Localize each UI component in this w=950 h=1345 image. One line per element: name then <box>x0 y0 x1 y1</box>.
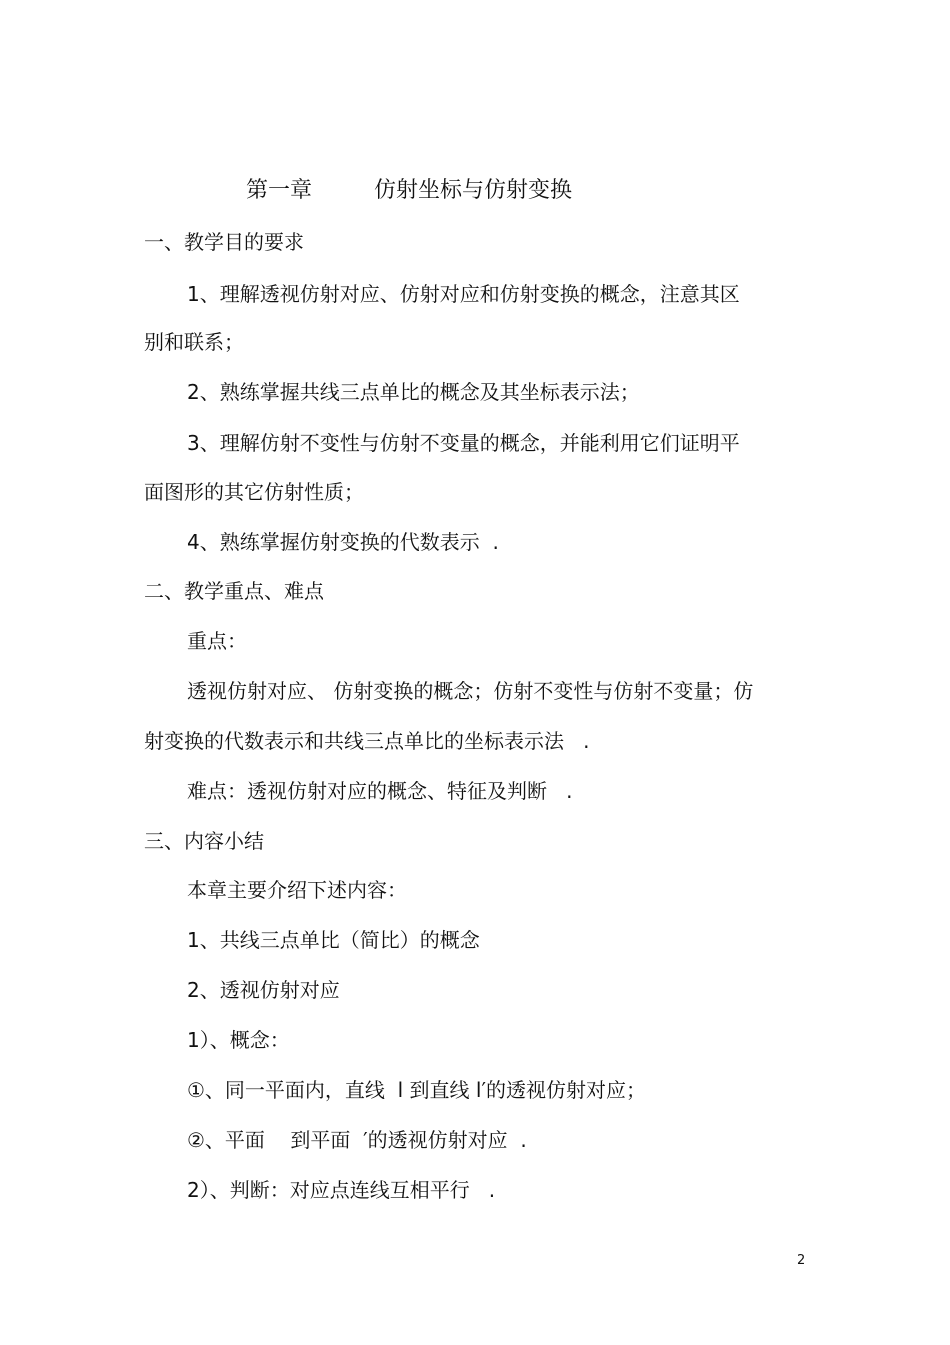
paragraph-line: 2）、判断：对应点连线互相平行 . <box>187 1178 496 1202</box>
paragraph-line: 1、理解透视仿射对应、仿射对应和仿射变换的概念，注意其区 <box>187 282 740 306</box>
paragraph-line: 透视仿射对应、 仿射变换的概念；仿射不变性与仿射不变量；仿 <box>187 679 754 703</box>
paragraph-line: 3、理解仿射不变性与仿射不变量的概念，并能利用它们证明平 <box>187 431 740 455</box>
chapter-label: 第一章 <box>246 178 313 203</box>
paragraph-line: ②、平面 到平面 ′的透视仿射对应 . <box>187 1128 527 1152</box>
paragraph-line: 别和联系； <box>144 330 244 354</box>
paragraph-line: 2、透视仿射对应 <box>187 978 340 1002</box>
section-heading: 二、教学重点、难点 <box>144 579 324 603</box>
paragraph-line: 本章主要介绍下述内容： <box>187 878 407 902</box>
paragraph-line: 1）、概念： <box>187 1028 290 1052</box>
paragraph-line: 射变换的代数表示和共线三点单比的坐标表示法 . <box>144 729 590 753</box>
paragraph-line: 1、共线三点单比（简比）的概念 <box>187 928 480 952</box>
section-heading: 三、内容小结 <box>144 829 264 853</box>
chapter-title: 仿射坐标与仿射变换 <box>374 178 573 203</box>
paragraph-line: 重点： <box>187 629 247 653</box>
page-number: 2 <box>797 1253 806 1268</box>
paragraph-line: 2、熟练掌握共线三点单比的概念及其坐标表示法； <box>187 380 640 404</box>
paragraph-line: 4、熟练掌握仿射变换的代数表示 . <box>187 530 499 554</box>
section-heading: 一、教学目的要求 <box>144 230 304 254</box>
paragraph-line: ①、同一平面内，直线 l 到直线 l′的透视仿射对应； <box>187 1078 647 1102</box>
paragraph-line: 难点：透视仿射对应的概念、特征及判断 . <box>187 779 573 803</box>
paragraph-line: 面图形的其它仿射性质； <box>144 480 364 504</box>
